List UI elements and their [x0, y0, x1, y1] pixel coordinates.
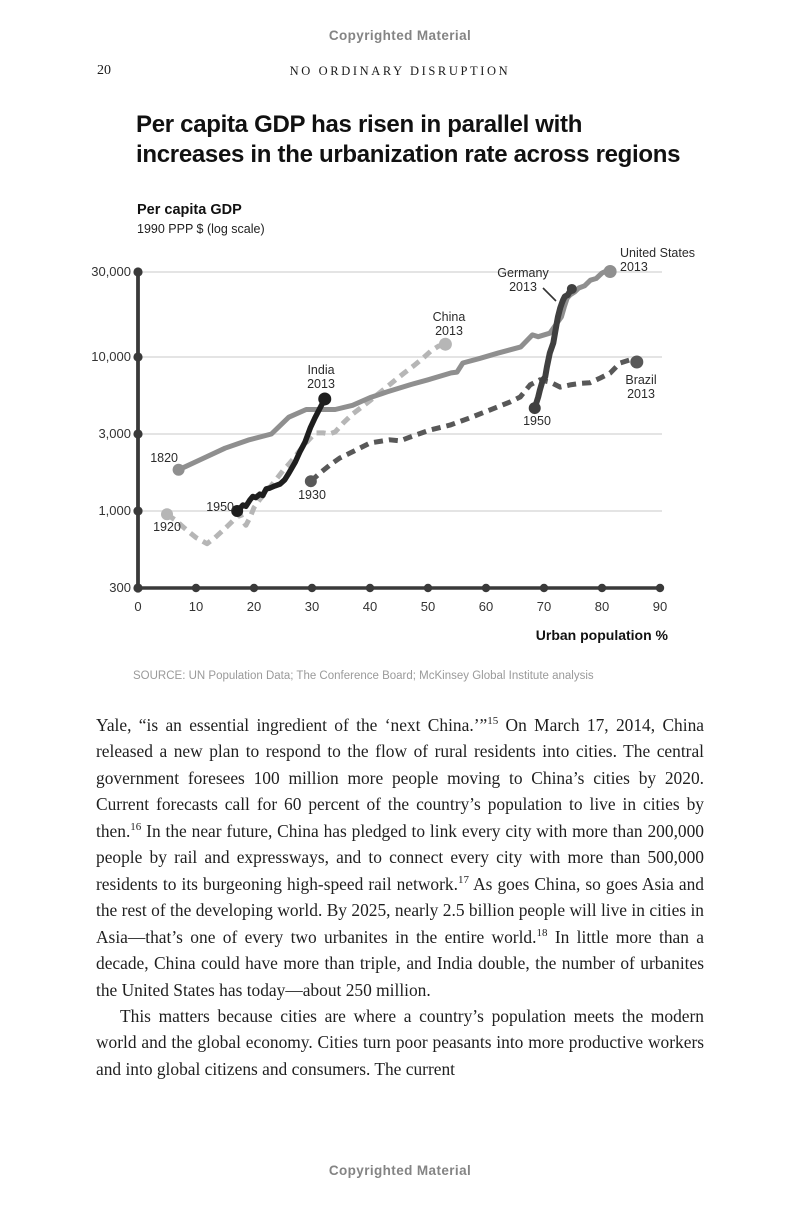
x-axis-tick-dot — [192, 584, 200, 592]
y-axis-tick-dot — [133, 352, 142, 361]
y-tick-label: 10,000 — [91, 349, 131, 364]
series-end-dot-brazil — [630, 355, 643, 368]
figure-title-line2: increases in the urbanization rate across regions — [136, 141, 681, 168]
label-china-2013 — [419, 310, 479, 338]
label-us-start-1820: 1820 — [150, 451, 178, 465]
label-brazil-start-1930: 1930 — [298, 488, 326, 502]
x-tick-label: 50 — [420, 599, 436, 614]
footnote-ref: 15 — [487, 715, 499, 728]
x-tick-label: 60 — [478, 599, 494, 614]
x-tick-label: 0 — [134, 599, 142, 614]
paragraph-1 — [96, 712, 704, 1003]
x-axis-tick-dot — [540, 584, 548, 592]
label-china-name: China — [432, 310, 466, 324]
text-run: In little more than a decade, China could have more than triple, and India double, the number of urbanites the United States has today—about 250 million. — [96, 926, 704, 1000]
series-end-dot-united-states — [604, 265, 617, 278]
y-tick-label: 30,000 — [91, 264, 131, 279]
footnote-ref: 16 — [130, 821, 142, 834]
y-tick-label: 1,000 — [98, 503, 131, 518]
label-united-states-year: 2013 — [620, 260, 648, 274]
label-india-year: 2013 — [307, 377, 335, 391]
x-tick-label: 90 — [652, 599, 668, 614]
series-start-dot-united-states — [173, 464, 185, 476]
figure-title-line1: Per capita GDP has risen in parallel with — [136, 111, 583, 138]
label-united-states-2013 — [620, 246, 710, 274]
x-tick-label: 20 — [246, 599, 262, 614]
x-axis-tick-dot — [424, 584, 432, 592]
label-china-start-1920: 1920 — [153, 520, 181, 534]
y-axis-tick-dot — [133, 506, 142, 515]
paragraph-2 — [96, 1003, 704, 1082]
label-brazil-2013 — [611, 373, 671, 401]
label-germany-2013 — [493, 266, 553, 294]
label-india-name: India — [307, 363, 335, 377]
label-china-year: 2013 — [435, 324, 463, 338]
x-tick-label: 40 — [362, 599, 378, 614]
running-head: NO ORDINARY DISRUPTION — [289, 64, 511, 78]
x-axis-tick-dot — [598, 584, 606, 592]
series-end-dot-germany — [567, 284, 577, 294]
label-germany-start-1950: 1950 — [523, 414, 551, 428]
copyright-notice-bottom: Copyrighted Material — [328, 1163, 472, 1178]
y-axis-subtitle: 1990 PPP $ (log scale) — [137, 222, 265, 236]
footnote-ref: 18 — [536, 926, 548, 939]
y-axis-title: Per capita GDP — [137, 202, 242, 218]
x-tick-label: 10 — [188, 599, 204, 614]
y-tick-label: 300 — [109, 580, 131, 595]
x-axis-title: Urban population % — [535, 627, 668, 643]
text-run: This matters because cities are where a country’s population meets the modern world and the global economy. Cities turn poor peasants into more productive workers and into global citizens and consumers. The current — [96, 1005, 704, 1079]
label-united-states-name: United States — [620, 246, 696, 260]
series-end-dot-china — [439, 338, 452, 351]
figure-title — [136, 110, 736, 170]
text-run: In the near future, China has pledged to link every city with more than 200,000 people by rail and expressways, and to connect every city with more than 500,000 residents to its burgeoning high-speed rail network. — [96, 820, 704, 894]
series-end-dot-india — [318, 392, 331, 405]
text-run: On March 17, 2014, China released a new plan to respond to the flow of rural residents into cities. The central government foresees 100 million more people moving to China’s cities by 2020. Current forecasts call for 60 percent of the country’s population to live in cities by then. — [96, 715, 704, 841]
x-axis-tick-dot — [656, 584, 664, 592]
body-text — [96, 712, 704, 1082]
text-run: As goes China, so goes Asia and the rest of the developing world. By 2025, nearly 2.5 billion people will live in cities in Asia—that’s one of every two urbanites in the entire world. — [96, 873, 704, 947]
series-start-dot-brazil — [305, 475, 317, 487]
text-run: Yale, “is an essential ingredient of the ‘next China.’” — [96, 715, 488, 735]
y-axis-tick-dot — [133, 267, 142, 276]
x-axis-tick-dot — [482, 584, 490, 592]
source-note: SOURCE: UN Population Data; The Conference Board; McKinsey Global Institute analysis — [133, 670, 594, 682]
x-tick-label: 70 — [536, 599, 552, 614]
x-axis-tick-dot — [366, 584, 374, 592]
label-india-start-1950: 1950 — [206, 500, 234, 514]
series-start-dot-germany — [529, 402, 541, 414]
footnote-ref: 17 — [457, 873, 469, 886]
y-tick-label: 3,000 — [98, 426, 131, 441]
x-tick-label: 80 — [594, 599, 610, 614]
x-tick-label: 30 — [304, 599, 320, 614]
copyright-notice-top: Copyrighted Material — [328, 28, 472, 43]
series-line-brazil — [311, 360, 637, 481]
y-axis-tick-dot — [133, 429, 142, 438]
label-germany-year: 2013 — [509, 280, 537, 294]
x-axis-tick-dot — [308, 584, 316, 592]
y-axis-tick-dot — [133, 583, 142, 592]
label-brazil-year: 2013 — [627, 387, 655, 401]
label-germany-name: Germany — [497, 266, 549, 280]
label-india-2013 — [291, 363, 351, 391]
x-axis-tick-dot — [250, 584, 258, 592]
page-number: 20 — [97, 63, 111, 78]
label-brazil-name: Brazil — [625, 373, 657, 387]
series-start-dot-china — [161, 508, 173, 520]
